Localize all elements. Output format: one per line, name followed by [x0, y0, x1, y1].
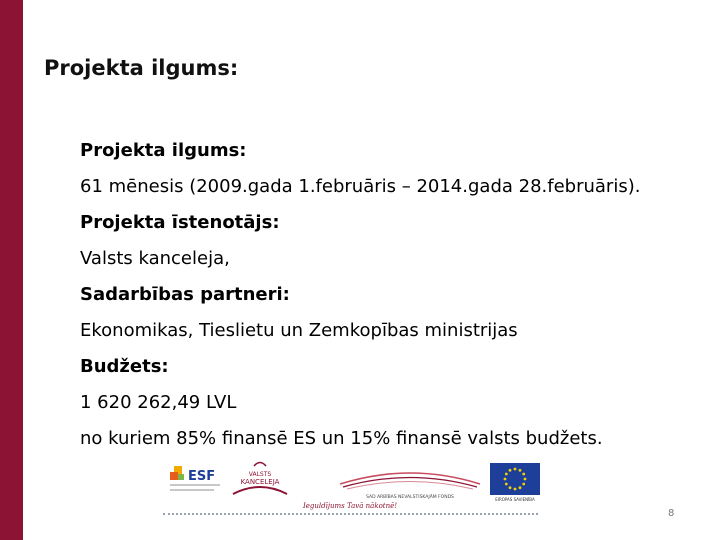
- content-line-8: 1 620 262,49 LVL: [80, 392, 237, 413]
- esf-logo-icon: [168, 460, 226, 500]
- slide-title: Projekta ilgums:: [44, 56, 239, 80]
- partners-swoosh-icon: [335, 466, 485, 500]
- eu-flag-icon: [490, 463, 540, 495]
- content-line-5: Sadarbības partneri:: [80, 284, 290, 305]
- slogan: Ieguldījums Tavā nākotnē!: [303, 502, 398, 510]
- valsts-kanceleja-icon: [229, 458, 291, 500]
- partners-logo-text: SAD ARBĪBAS NEVALSTISKAJĀM FONDS: [366, 495, 454, 500]
- content-line-7: Budžets:: [80, 356, 169, 377]
- side-accent-bar: [0, 0, 23, 540]
- partners-logo: [335, 466, 485, 500]
- content-line-9: no kuriem 85% finansē ES un 15% finansē valsts budžets.: [80, 428, 603, 449]
- page-number: 8: [668, 508, 675, 519]
- kanceleja-line2: KANCELEJA: [240, 478, 280, 486]
- content-line-6: Ekonomikas, Tieslietu un Zemkopības ministrijas: [80, 320, 518, 341]
- esf-logo-text: ESF: [188, 469, 216, 484]
- kanceleja-line1: VALSTS: [248, 471, 272, 478]
- content-line-1: Projekta ilgums:: [80, 140, 247, 161]
- eu-logo: [490, 463, 540, 503]
- esf-logo: [168, 460, 226, 500]
- content-line-3: Projekta īstenotājs:: [80, 212, 280, 233]
- footer-logos: [163, 458, 548, 520]
- valsts-kanceleja-logo: [229, 458, 291, 500]
- slide-content: [80, 133, 700, 457]
- content-line-4: Valsts kanceleja,: [80, 248, 230, 269]
- content-line-2: 61 mēnesis (2009.gada 1.februāris – 2014.gada 28.februāris).: [80, 176, 641, 197]
- eu-caption: EIROPAS SAVIENĪBA: [495, 497, 535, 502]
- footer-dotted-rule: [163, 513, 538, 515]
